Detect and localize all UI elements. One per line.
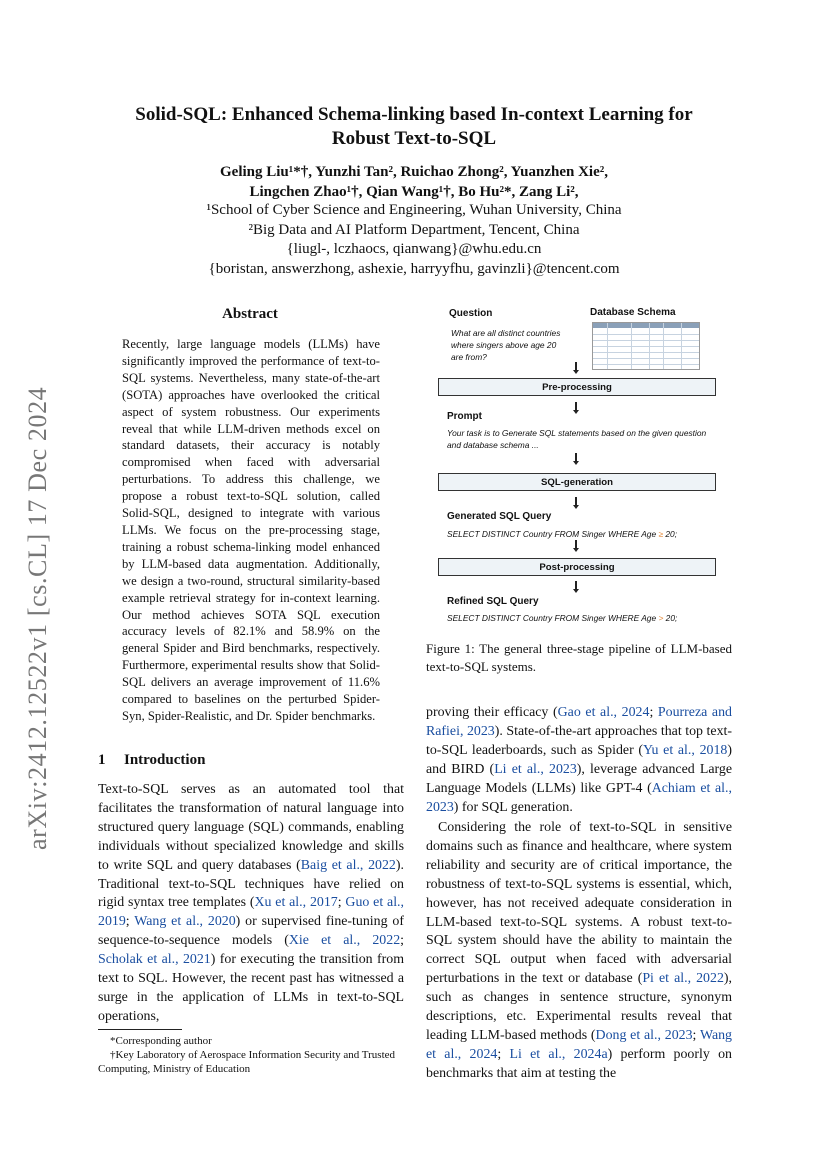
abstract-text: Recently, large language models (LLMs) have significantly improved the performance of text-to-SQL systems. Nevertheless, many state-of-the-art (SOTA) approaches have overlooked the critical aspect of system robustness. Our experiments reveal that while LLM-driven methods excel on standard datasets, their accuracy is notably compromised when faced with adversarial perturbations. To address this challenge, we propose a robust text-to-SQL solution, called Solid-SQL, designed to integrate with various LLMs. We focus on the pre-processing stage, training a robust schema-linking model enhanced by LLM-based data augmentation. Additionally, we design a two-round, structural similarity-based example retrieval strategy for in-context learning. Our method achieves SOTA SQL execution accuracy levels of 82.1% and 58.9% on the general Spider and Bird benchmarks, respectively. Furthermore, experimental results show that Solid-SQL delivers an average improvement of 11.6% compared to baselines on the perturbed Spider-Syn, Spider-Realistic, and Dr. Spider benchmarks. (122, 337, 380, 723)
title-line-2: Robust Text-to-SQL (331, 128, 497, 149)
affiliation-1: ¹School of Cyber Science and Engineering, Wuhan University, China (206, 202, 622, 218)
citation-link[interactable]: Baig et al., 2022 (300, 857, 396, 873)
section-number: 1 (98, 752, 106, 768)
right-column-paragraph-2 (426, 819, 732, 1084)
arxiv-stamp: arXiv:2412.12522v1 [cs.CL] 17 Dec 2024 (23, 386, 52, 850)
text-run: ; (125, 914, 135, 930)
text-run: ) perform poorly on benchmarks that aim at testing the (426, 1046, 732, 1081)
title-line-1: Solid-SQL: Enhanced Schema-linking based In-context Learning for (135, 104, 693, 125)
text-run: ) for SQL generation. (453, 799, 573, 815)
citation-link[interactable]: Xie et al., 2022 (288, 933, 401, 949)
email-2: {boristan, answerzhong, ashexie, harryyfhu, gavinzli}@tencent.com (208, 260, 620, 277)
sql-text: 20; (663, 613, 678, 623)
text-run: ; (649, 705, 658, 720)
citation-link[interactable]: Yu et al., 2018 (643, 742, 728, 758)
author-list (0, 162, 828, 202)
text-run: ; (497, 1046, 510, 1062)
question-text: What are all distinct countries where singers above age 20 are from? (451, 328, 561, 362)
sql-text: SELECT DISTINCT Country FROM Singer WHERE Age (447, 613, 659, 623)
affiliations (0, 201, 828, 279)
section-title: Introduction (124, 752, 206, 768)
stage-post-processing: Post-processing (438, 558, 716, 576)
text-run: ; (692, 1027, 700, 1043)
citation-link[interactable]: Gao et al., 2024 (557, 705, 650, 720)
text-run: ) and BIRD ( (426, 742, 732, 777)
authors-line-2: Lingchen Zhao¹†, Qian Wang¹†, Bo Hu²*, Zang Li², (249, 184, 579, 200)
refined-sql-label: Refined SQL Query (447, 596, 539, 607)
text-run: ). State-of-the-art approaches that top text-to-SQL leaderboards, such as Spider ( (426, 723, 733, 758)
sql-operator: ≥ (658, 529, 664, 539)
sql-operator: > (658, 613, 664, 623)
paper-title (0, 103, 828, 151)
section-heading-introduction (98, 752, 205, 769)
text-run: ), such as changes in sentence structure, synonym descriptions, etc. Experimental results reveal that leading LLM-based methods ( (426, 971, 733, 1043)
citation-link[interactable]: Achiam et al., 2023 (426, 780, 732, 815)
citation-link[interactable]: Xu et al., 2017 (254, 895, 338, 911)
citation-link[interactable]: Pourreza and Rafiei, 2023 (426, 705, 732, 739)
intro-paragraph (98, 781, 404, 1027)
footnotes (98, 1034, 408, 1077)
citation-link[interactable]: Wang et al., 2024 (426, 1027, 733, 1062)
text-run: Text-to-SQL serves as an automated tool that facilitates the transformation of natural language into structured query language (SQL) commands, enabling individuals without specialized knowledge and skills to write SQL and query databases ( (98, 782, 404, 873)
stage-preprocessing: Pre-processing (438, 378, 716, 396)
text-run: ; (400, 933, 404, 949)
sql-text: SELECT DISTINCT Country FROM Singer WHERE Age (447, 529, 659, 539)
database-schema-table (592, 322, 700, 370)
generated-sql (447, 528, 727, 540)
citation-link[interactable]: Dong et al., 2023 (595, 1027, 693, 1043)
right-column-paragraph-1 (426, 704, 732, 817)
citation-link[interactable]: Pi et al., 2022 (642, 971, 724, 987)
citation-link[interactable]: Guo et al., 2019 (98, 895, 404, 930)
citation-link[interactable]: Wang et al., 2020 (134, 914, 236, 930)
figure-caption: Figure 1: The general three-stage pipeline of LLM-based text-to-SQL systems. (426, 641, 732, 674)
citation-link[interactable]: Li et al., 2024a (509, 1046, 608, 1062)
authors-line-1: Geling Liu¹*†, Yunzhi Tan², Ruichao Zhong², Yuanzhen Xie², (220, 164, 608, 180)
citation-link[interactable]: Li et al., 2023 (494, 761, 577, 777)
generated-sql-label: Generated SQL Query (447, 511, 552, 522)
prompt-text: Your task is to Generate SQL statements based on the given question and database schema ... (447, 428, 707, 450)
schema-label: Database Schema (590, 307, 676, 318)
pipeline-figure (430, 300, 730, 630)
prompt-label: Prompt (447, 411, 482, 422)
citation-link[interactable]: Scholak et al., 2021 (98, 952, 211, 968)
text-run: proving their efficacy ( (426, 705, 558, 720)
footnote-1: *Corresponding author (110, 1035, 212, 1047)
text-run: ). Traditional text-to-SQL techniques have relied on rigid syntax tree templates ( (98, 857, 404, 911)
sql-text: 20; (663, 529, 678, 539)
text-run: ) or supervised fine-tuning of sequence-to-sequence models ( (98, 914, 404, 949)
text-run: ) for executing the transition from text to SQL. However, the recent past has witnessed a surge in the application of LLMs in text-to-SQL operations, (98, 952, 404, 1024)
text-run: ; (337, 895, 346, 911)
footnote-rule (98, 1029, 182, 1030)
refined-sql (447, 612, 727, 624)
text-run: ), leverage advanced Large Language Models (LLMs) like GPT-4 ( (426, 761, 732, 796)
text-run: Considering the role of text-to-SQL in sensitive domains such as finance and healthcare, where system reliability and security are of critical importance, the robustness of text-to-SQL systems is essential, which, however, has not received adequate consideration in LLM-based text-to-SQL systems. A robust text-to-SQL system should have the ability to maintain the correct SQL output when faced with adversarial perturbations in the text or database ( (426, 820, 732, 987)
abstract-heading: Abstract (222, 306, 278, 322)
affiliation-2: ²Big Data and AI Platform Department, Tencent, China (248, 221, 580, 238)
footnote-2: †Key Laboratory of Aerospace Information Security and Trusted Computing, Ministry of Education (98, 1049, 396, 1076)
email-1: {liugl-, lczhaocs, qianwang}@whu.edu.cn (286, 241, 542, 257)
question-label: Question (449, 308, 493, 319)
stage-sql-generation: SQL-generation (438, 473, 716, 491)
